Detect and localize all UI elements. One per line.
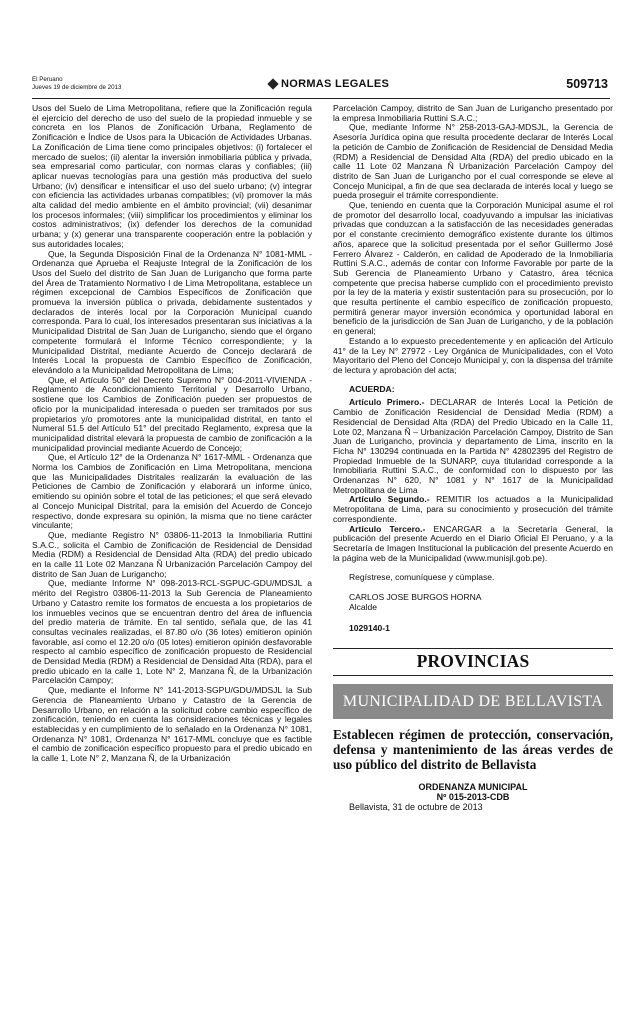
article-label: Artículo Segundo.- (349, 494, 430, 505)
left-paragraph: Que, la Segunda Disposición Final de la Ordenanza N° 1081-MML - Ordenanza que Aprueba el Reajuste Integral de la Zonificación de los Usos del Suelo del distrito de San Juan de Lurigancho que forma parte del Área de Tratamiento Normativo I de Lima Metropolitana, establece un régimen excepcional de Cambios Específicos de Zonificación que promueva la inversión pública o privada, debidamente sustentados y declarados de interés local por la Corporación Municipal cuando corresponda. Para lo cual, los interesados presentaran sus iniciativas a la Municipalidad Distrital de San Juan de Lurigancho, siendo que el órgano competente formulará el Informe Técnico correspondiente; y la Municipalidad Distrital, mediante Acuerdo de Concejo declarará de Interés Local la propuesta de Cambio Específico de Zonificación, elevándolo a la Municipalidad Metropolitana de Lima; (32, 248, 312, 375)
page-number: 509713 (566, 77, 608, 91)
left-paragraph: Que, el Artículo 12° de la Ordenanza N° 1617-MML - Ordenanza que Norma los Cambios de Zonificación en Lima Metropolitana, menciona que las Municipalidades Distritales realizarán la evaluación de las Peticiones de Cambio de Zonificación y elaborará un informe único, emitiendo su opinión sobre el total de las peticiones; el que será elevado al Concejo Municipal Distrital, para la emisión del Acuerdo de Concejo respectivo, donde expresara su opinión, la misma que no tiene carácter vinculante; (32, 452, 312, 531)
publication-date: Jueves 19 de diciembre de 2013 (32, 83, 122, 91)
signer-name: CARLOS JOSE BURGOS HORNA (349, 592, 482, 603)
dateline: Bellavista, 31 de octubre de 2013 (349, 801, 483, 812)
article-text: DECLARAR de Interés Local la Petición de Cambio de Zonificación Residencial de Densidad Media (RDM) a Residencial de Densidad Alta (RDA) del Predio Ubicado en la Calle 11, Lote 02, Manzana Ñ – Urbanización Parcelación Campoy, Distrito de San Juan de Lurigancho, provincia y departamento de Lima, inscrito en la Ficha N° 130294 continuada en la Partida N° 42802395 del Registro de Propiedad Inmueble de la SUNARP, cuya titularidad corresponde a la Inmobiliaria Ruttini S.A.C., de conformidad con lo dispuesto por las Ordenanzas N° 620, N° 1081 y N° 1617 de la Municipalidad Metropolitana de Lima (333, 397, 613, 495)
header-left (32, 76, 121, 91)
section-divider (333, 648, 613, 649)
article-label: Artículo Primero.- (349, 397, 425, 408)
section-banner (269, 78, 389, 90)
publication-name: El Peruano (32, 76, 63, 83)
left-column (32, 104, 312, 1009)
article-text: ENCARGAR a la Secretaría General, la publicación del presente Acuerdo en el Diario Oficial El Peruano, y a la Secretaría de Imagen Institucional la publicación del presente Acuerdo en la página web de la Municipalidad (www.munisjl.gob.pe). (333, 523, 613, 563)
right-paragraph: Que, mediante Informe N° 258-2013-GAJ-MDSJL, la Gerencia de Asesoría Jurídica opina que resulta procedente declarar de Interés Local la petición de Cambio de Zonificación de Residencial de Densidad Media (RDM) a Residencial de Densidad Alta (RDA) del predio ubicado en la calle 11 Lote 02 Manzana Ñ Urbanización Parcelación Campoy del distrito de San Juan de Lurigancho por el cual corresponde se eleve al Concejo Municipal, a fin de que sea declarada de interés local y luego se pueda proseguir el trámite correspondiente. (333, 122, 613, 201)
left-paragraph: Usos del Suelo de Lima Metropolitana, refiere que la Zonificación regula el ejercicio del derecho de uso del suelo de la propiedad inmueble y se concreta en los Planos de Zonificación Urbana, Reglamento de Zonificación e Índice de Usos para la Ubicación de Actividades Urbanas. La Zonificación de Lima tiene como principales objetivos: (i) fortalecer el mercado de suelos; (ii) alentar la inversión inmobiliaria pública y privada, sea empresarial como particular, con normas claras y confiables; (iii) aplicar nuevas tecnologías para una gestión más productiva del suelo Urbano; (iv) densificar e intensificar el uso del suelo urbano; (v) integrar con eficiencia las actividades urbanas compatibles; (vi) promover la más alta calidad del medio ambiente en el ámbito provincial; (vii) desanimar los procesos informales; (viii) simplificar los procedimientos y eliminar los costos administrativos; (ix) defender los derechos de la comunidad urbana; y (x) generar una transparente cooperación entre la población y sus autoridades locales; (32, 103, 312, 249)
article-label: Artículo Tercero.- (349, 523, 426, 534)
page-header (32, 76, 610, 99)
article-paragraph (333, 398, 613, 495)
signer-title: Alcalde (349, 601, 378, 612)
closing-formula: Regístrese, comuníquese y cúmplase. (349, 572, 495, 583)
right-paragraph: Estando a lo expuesto precedentemente y en aplicación del Artículo 41° de la Ley N° 27972 - Ley Orgánica de Municipalidades, con el Voto Mayoritario del Pleno del Concejo Municipal y, con la dispensa del trámite de lectura y aprobación del acta; (333, 335, 613, 375)
right-paragraph: Que, teniendo en cuenta que la Corporación Municipal asume el rol de promotor del desarrollo local, coadyuvando a impulsar las iniciativas privadas que conduzcan a la satisfacción de las necesidades generadas por el constante crecimiento demográfico existente durante los últimos años, aparece que la solicitud presentada por el señor Guillermo José Ferrero Álvarez - Calderón, en calidad de Apoderado de la Inmobiliaria Ruttini S.A.C., además de contar con Informe Favorable por parte de la Sub Gerencia de Planeamiento Urbano y Catastro, área técnica competente que precisa haberse cumplido con el procedimiento previsto por la ley de la materia y existir sustentación para su prosecución, por lo que resulta pertinente el cambio específico de zonificación propuesto, permitirá generar mayor inversión económica y oportunidad laboral en beneficio de la jurisdicción de San Juan de Lurigancho, y de la población en general; (333, 200, 613, 337)
left-paragraph: Que, mediante el Informe N° 141-2013-SGPU/GDU/MDSJL la Sub Gerencia de Planeamiento Urbano y Catastro de la Gerencia de Desarrollo Urbano, en relación a la solicitud cobre cambio específico de zonificación, teniendo en cuenta las consideraciones técnicas y legales establecidas y en cumplimiento de lo señalado en la Ordenanza N° 1081, Ordenanza N° 1081, Ordenanza N° 1617-MML concluye que es factible el cambio de zonificación específico propuesto para el predio ubicado en la calle 1, Lote N° 2, Manzana Ñ, de la Urbanización (32, 685, 312, 764)
left-paragraph: Que, el Artículo 50° del Decreto Supremo N° 004-2011-VIVIENDA - Reglamento de Acondicionamiento Territorial y Desarrollo Urbano, sostiene que los Cambios de Zonificación pueden ser propuestos de oficio por la municipalidad interesada o pueden ser tramitados por sus propietarios y/o promotores ante la municipalidad distrital, en tanto el Numeral 51.5 del Artículo 51° del precitado Reglamento, expresa que la municipalidad distrital elevará la propuesta de cambio de zonificación a la municipalidad provincial mediante Acuerdo de Concejo; (32, 374, 312, 453)
right-column (333, 104, 613, 1009)
right-continuation: Parcelación Campoy, distrito de San Juan de Lurigancho presentado por la empresa Inmobiliaria Ruttini S.A.C.; (333, 103, 613, 123)
section-title: PROVINCIAS (416, 651, 530, 672)
acuerdo-heading: ACUERDA: (349, 383, 395, 394)
section-divider (333, 675, 613, 676)
article-paragraph (333, 525, 613, 564)
document-code: 1029140-1 (349, 623, 390, 634)
left-paragraph: Que, mediante Informe N° 098-2013-RCL-SGPUC-GDU/MDSJL a mérito del Registro 03806-11-2013 la Sub Gerencia de Planeamiento Urbano y Catastro remite los formatos de encuesta a los propietarios de los inmuebles vecinos que se encuentran dentro del área de influencia del predio materia de trámite. En tal sentido, señala que, de las 41 consultas vecinales realizadas, el 87.80 o/o (36 lotes) emitieron opinión favorable, así como el 12.20 o/o (05 lotes) emitieron opinión desfavorable respecto al cambio específico de zonificación propuesto de Residencial de Densidad Media (RDM) a Residencial de Densidad Alta (RDA), para el predio ubicado en la calle 1, Lote N° 2, Manzana Ñ, de la Urbanización Parcelación Campoy; (32, 578, 312, 686)
municipality-banner: MUNICIPALIDAD DE BELLAVISTA (333, 684, 613, 719)
section-name: NORMAS LEGALES (281, 78, 390, 90)
ordinance-headline: Establecen régimen de protección, conservación, defensa y mantenimiento de las áreas verdes de uso público del distrito de Bellavista (333, 726, 613, 772)
article-text: REMITIR los actuados a la Municipalidad Metropolitana de Lima, para su conocimiento y prosecución del trámite correspondiente. (333, 494, 613, 524)
article-paragraph (333, 495, 613, 524)
ordinance-type: ORDENANZA MUNICIPAL (418, 781, 528, 792)
ordinance-number: Nº 015-2013-CDB (436, 792, 510, 803)
diamond-logo-icon (267, 78, 278, 89)
left-paragraph: Que, mediante Registro N° 03806-11-2013 la Inmobiliaria Ruttini S.A.C., solicita el Cambio de Zonificación de Residencial de Densidad Media (RDM) a Residencial de Densidad Alta (RDA) del predio ubicado en la calle 11 Lote 02 Manzana Ñ Urbanización Parcelación Campoy del distrito de San Juan de Lurigancho; (32, 529, 312, 579)
